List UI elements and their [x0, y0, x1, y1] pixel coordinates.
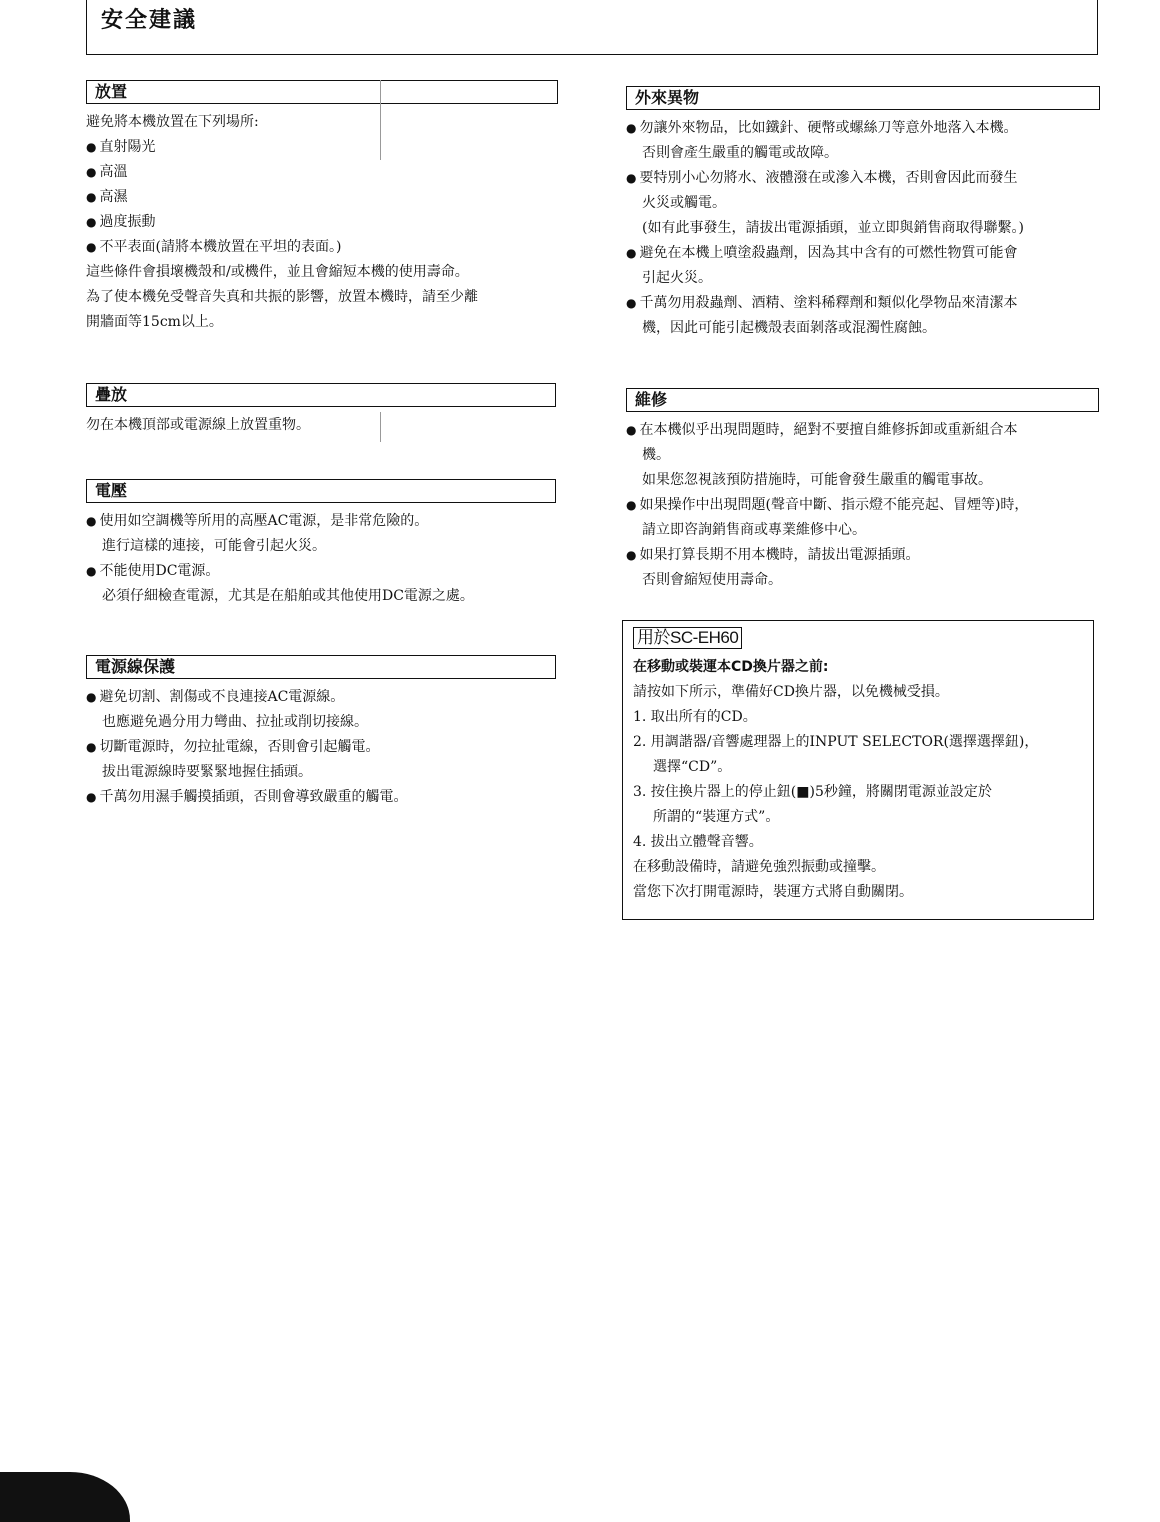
column-rule-mark	[380, 80, 381, 160]
section-header-foreign: 外來異物	[626, 86, 1100, 110]
line-text: 過度振動	[99, 214, 156, 230]
text-line	[86, 285, 558, 310]
bullet-item	[86, 685, 556, 710]
bullet-item	[86, 235, 558, 260]
bullet-dot-icon: ●	[86, 690, 97, 704]
line-text: 也應避免過分用力彎曲、拉扯或削切接線。	[102, 714, 368, 730]
line-text: 如果操作中出現問題(聲音中斷、指示燈不能亮起、冒煙等)時，	[639, 497, 1029, 513]
text-line	[626, 518, 1099, 543]
cd-changer-box	[622, 620, 1094, 920]
bullet-item	[626, 166, 1100, 191]
line-text: 高濕	[99, 189, 128, 205]
text-line	[86, 413, 556, 438]
bullet-dot-icon: ●	[86, 140, 97, 154]
line-text: 勿讓外來物品，比如鐵針、硬幣或螺絲刀等意外地落入本機。	[639, 120, 1018, 136]
text-line	[86, 260, 558, 285]
text-line	[86, 760, 556, 785]
cd-box-notes	[633, 855, 1083, 905]
bullet-item	[86, 185, 558, 210]
bullet-item	[86, 785, 556, 810]
bullet-dot-icon: ●	[86, 514, 97, 528]
text-line	[86, 110, 558, 135]
page-title-box	[86, 0, 1098, 55]
bullet-dot-icon: ●	[626, 121, 637, 135]
section-cord-lines	[86, 685, 556, 810]
bullet-dot-icon: ●	[86, 790, 97, 804]
section-power	[86, 479, 556, 609]
cd-note: 在移動設備時，請避免強烈振動或撞擊。	[633, 859, 885, 875]
section-placement	[86, 80, 558, 335]
line-text: 勿在本機頂部或電源線上放置重物。	[86, 417, 310, 433]
cd-step: 選擇“CD”。	[653, 759, 732, 775]
line-text: 避免將本機放置在下列場所:	[86, 114, 259, 130]
bullet-dot-icon: ●	[86, 215, 97, 229]
line-text: 如果您忽視該預防措施時，可能會發生嚴重的觸電事故。	[642, 472, 992, 488]
section-foreign	[626, 86, 1100, 341]
cd-box-intro: 請按如下所示，準備好CD換片器，以免機械受損。	[633, 684, 949, 700]
section-header-service: 維修	[626, 388, 1099, 412]
line-text: 不平表面(請將本機放置在平坦的表面。)	[99, 239, 342, 255]
text-line	[626, 443, 1099, 468]
line-text: 火災或觸電。	[642, 195, 726, 211]
bullet-item	[86, 210, 558, 235]
line-text: 機。	[642, 447, 670, 463]
section-placement-lines	[86, 110, 558, 335]
cd-box-steps	[633, 705, 1083, 855]
text-line	[626, 216, 1100, 241]
line-text: 避免切割、割傷或不良連接AC電源線。	[99, 689, 345, 705]
line-text: 要特別小心勿將水、液體潑在或滲入本機，否則會因此而發生	[639, 170, 1018, 186]
text-line	[86, 534, 556, 559]
bullet-dot-icon: ●	[86, 190, 97, 204]
text-line	[626, 266, 1100, 291]
line-text: (如有此事發生，請拔出電源插頭，並立即與銷售商取得聯繫。)	[642, 220, 1024, 236]
bullet-dot-icon: ●	[86, 165, 97, 179]
section-service-lines	[626, 418, 1099, 593]
line-text: 這些條件會損壞機殼和/或機件，並且會縮短本機的使用壽命。	[86, 264, 469, 280]
cd-step: 3. 按住換片器上的停止鈕(■)5秒鐘，將關閉電源並設定於	[633, 784, 992, 800]
text-line	[626, 141, 1100, 166]
line-text: 切斷電源時，勿拉扯電線，否則會引起觸電。	[99, 739, 380, 755]
line-text: 請立即咨詢銷售商或專業維修中心。	[642, 522, 866, 538]
bullet-dot-icon: ●	[626, 548, 637, 562]
text-line	[86, 710, 556, 735]
line-text: 不能使用DC電源。	[99, 563, 220, 579]
line-text: 開牆面等15cm以上。	[86, 314, 223, 330]
line-text: 否則會產生嚴重的觸電或故障。	[642, 145, 838, 161]
line-text: 否則會縮短使用壽命。	[642, 572, 782, 588]
corner-smudge	[0, 1472, 130, 1522]
bullet-item	[626, 291, 1100, 316]
section-header-placement: 放置	[86, 80, 558, 104]
bullet-dot-icon: ●	[86, 740, 97, 754]
model-tag: 用於SC-EH60	[633, 627, 742, 649]
cd-box-heading: 在移動或裝運本CD換片器之前:	[633, 659, 829, 675]
line-text: 千萬勿用濕手觸摸插頭，否則會導致嚴重的觸電。	[99, 789, 408, 805]
section-stacking-lines	[86, 413, 556, 438]
bullet-dot-icon: ●	[626, 423, 637, 437]
line-text: 如果打算長期不用本機時，請拔出電源插頭。	[639, 547, 920, 563]
text-line	[626, 191, 1100, 216]
column-rule-mark	[380, 412, 381, 442]
line-text: 必須仔細檢查電源，尤其是在船舶或其他使用DC電源之處。	[102, 588, 474, 604]
line-text: 進行這樣的連接，可能會引起火災。	[102, 538, 326, 554]
bullet-dot-icon: ●	[626, 171, 637, 185]
line-text: 拔出電源線時要緊緊地握住插頭。	[102, 764, 312, 780]
section-header-stacking: 疊放	[86, 383, 556, 407]
line-text: 避免在本機上噴塗殺蟲劑，因為其中含有的可燃性物質可能會	[639, 245, 1018, 261]
text-line	[86, 584, 556, 609]
line-text: 機，因此可能引起機殼表面剝落或混濁性腐蝕。	[642, 320, 936, 336]
bullet-item	[86, 559, 556, 584]
line-text: 千萬勿用殺蟲劑、酒精、塗料稀釋劑和類似化學物品來清潔本	[639, 295, 1018, 311]
section-cord	[86, 655, 556, 810]
line-text: 使用如空調機等所用的高壓AC電源，是非常危險的。	[99, 513, 429, 529]
text-line	[86, 310, 558, 335]
cd-step: 2. 用調諧器/音響處理器上的INPUT SELECTOR(選擇選擇鈕)，	[633, 734, 1039, 750]
line-text: 直射陽光	[99, 139, 156, 155]
bullet-dot-icon: ●	[626, 296, 637, 310]
bullet-item	[86, 509, 556, 534]
line-text: 高溫	[99, 164, 128, 180]
section-foreign-lines	[626, 116, 1100, 341]
text-line	[626, 316, 1100, 341]
bullet-item	[626, 418, 1099, 443]
bullet-dot-icon: ●	[626, 498, 637, 512]
section-stacking	[86, 383, 556, 438]
bullet-item	[86, 160, 558, 185]
line-text: 在本機似乎出現問題時，絕對不要擅自維修拆卸或重新組合本	[639, 422, 1018, 438]
cd-step: 所謂的“裝運方式”。	[653, 809, 780, 825]
section-service	[626, 388, 1099, 593]
section-header-power: 電壓	[86, 479, 556, 503]
bullet-dot-icon: ●	[86, 564, 97, 578]
bullet-item	[626, 543, 1099, 568]
bullet-item	[626, 241, 1100, 266]
line-text: 為了使本機免受聲音失真和共振的影響，放置本機時，請至少離	[86, 289, 478, 305]
bullet-item	[626, 493, 1099, 518]
page-title: 安全建議	[101, 8, 198, 33]
text-line	[626, 568, 1099, 593]
cd-step: 1. 取出所有的CD。	[633, 709, 757, 725]
bullet-dot-icon: ●	[86, 240, 97, 254]
text-line	[626, 468, 1099, 493]
bullet-item	[86, 735, 556, 760]
section-header-cord: 電源線保護	[86, 655, 556, 679]
section-power-lines	[86, 509, 556, 609]
line-text: 引起火災。	[642, 270, 712, 286]
bullet-dot-icon: ●	[626, 246, 637, 260]
bullet-item	[626, 116, 1100, 141]
cd-note: 當您下次打開電源時，裝運方式將自動關閉。	[633, 884, 913, 900]
cd-step: 4. 拔出立體聲音響。	[633, 834, 763, 850]
bullet-item	[86, 135, 558, 160]
